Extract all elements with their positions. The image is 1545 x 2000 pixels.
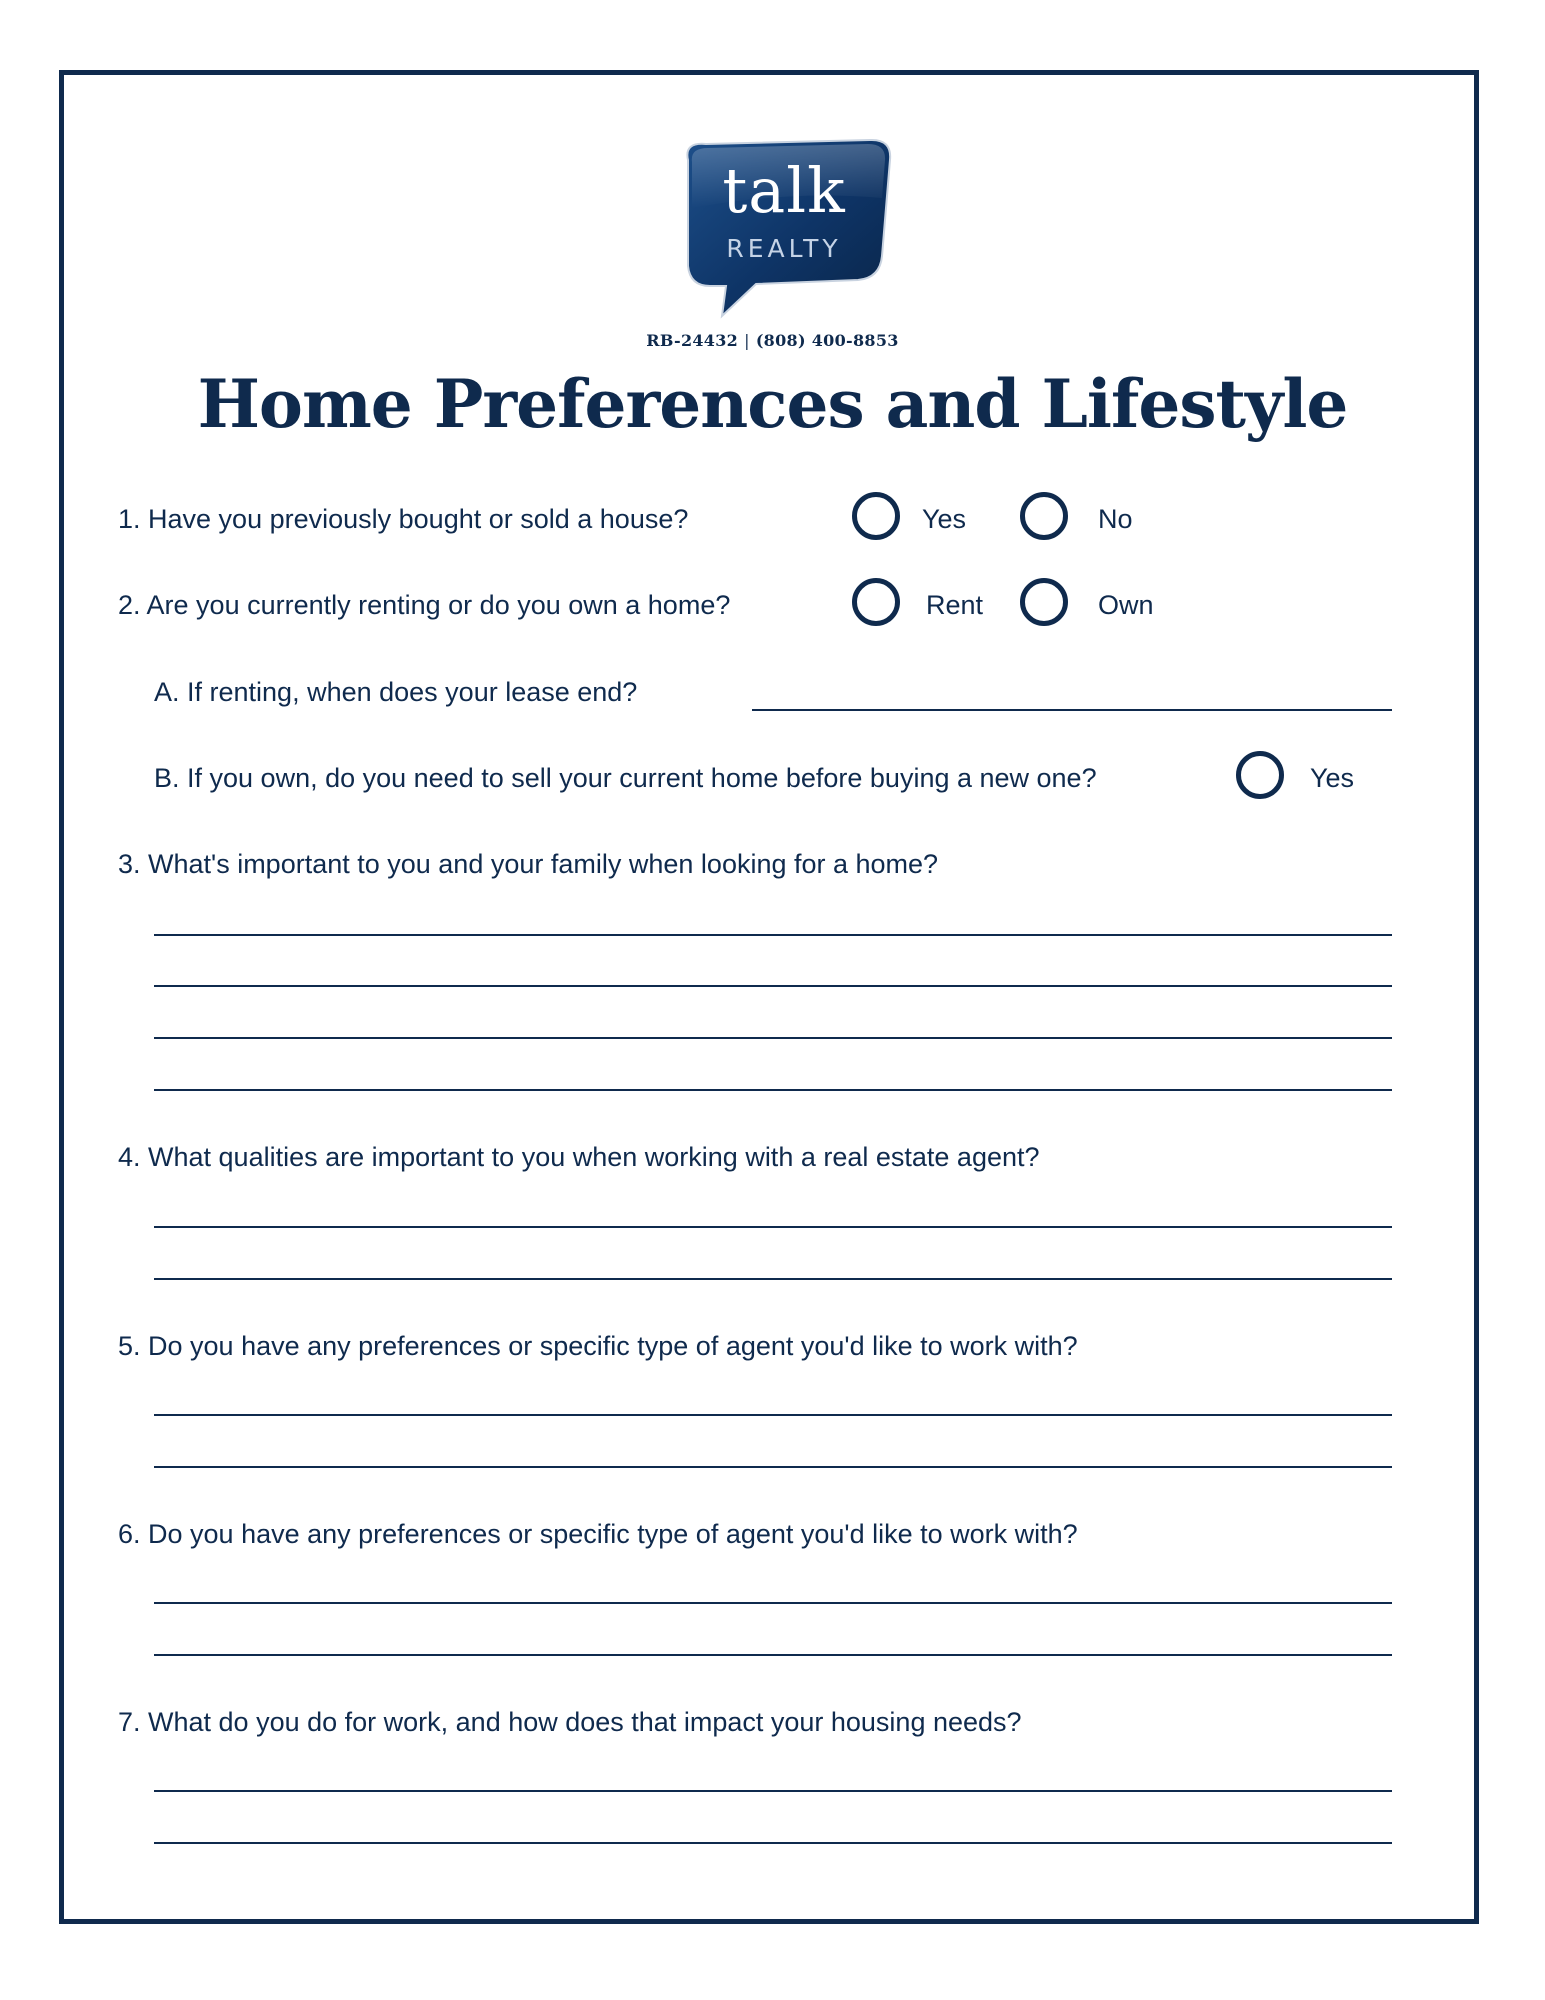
speech-bubble-icon: [670, 138, 898, 320]
q2b-yes-label: Yes: [1310, 763, 1355, 793]
q3-answer-line-4[interactable]: [154, 1089, 1392, 1091]
q2-own-radio[interactable]: [1020, 578, 1068, 626]
q1-yes-radio[interactable]: [852, 492, 900, 540]
q2-rent-label: Rent: [926, 590, 984, 620]
q7-answer-line-2[interactable]: [154, 1842, 1392, 1844]
question-2: 2. Are you currently renting or do you own a home?: [118, 590, 731, 620]
q7-answer-line-1[interactable]: [154, 1790, 1392, 1792]
question-7: 7. What do you do for work, and how does that impact your housing needs?: [118, 1707, 1022, 1737]
q5-answer-line-1[interactable]: [154, 1414, 1392, 1416]
question-5: 5. Do you have any preferences or specific type of agent you'd like to work with?: [118, 1331, 1078, 1361]
page-title: Home Preferences and Lifestyle: [197, 365, 1348, 443]
q6-answer-line-1[interactable]: [154, 1602, 1392, 1604]
question-1: 1. Have you previously bought or sold a house?: [118, 504, 689, 534]
q1-no-label: No: [1098, 504, 1133, 534]
phone-number[interactable]: (808) 400-8853: [755, 331, 899, 350]
q2a-answer-line[interactable]: [752, 709, 1392, 711]
question-2a: A. If renting, when does your lease end?: [154, 677, 638, 707]
question-3: 3. What's important to you and your family when looking for a home?: [118, 849, 939, 879]
q2-own-label: Own: [1098, 590, 1154, 620]
q1-no-radio[interactable]: [1020, 492, 1068, 540]
q4-answer-line-1[interactable]: [154, 1226, 1392, 1228]
logo-word: talk: [722, 154, 846, 227]
logo-sub: REALTY: [726, 234, 842, 263]
license-phone-line: [0, 331, 1545, 350]
question-2b: B. If you own, do you need to sell your current home before buying a new one?: [154, 763, 1097, 793]
question-4: 4. What qualities are important to you when working with a real estate agent?: [118, 1142, 1040, 1172]
q5-answer-line-2[interactable]: [154, 1466, 1392, 1468]
question-6: 6. Do you have any preferences or specific type of agent you'd like to work with?: [118, 1519, 1078, 1549]
q2-rent-radio[interactable]: [852, 578, 900, 626]
q2b-yes-radio[interactable]: [1236, 751, 1284, 799]
q3-answer-line-3[interactable]: [154, 1037, 1392, 1039]
talk-realty-logo: [670, 138, 898, 320]
q1-yes-label: Yes: [922, 504, 967, 534]
separator: |: [744, 331, 750, 350]
license-number: RB-24432: [646, 331, 739, 350]
q6-answer-line-2[interactable]: [154, 1654, 1392, 1656]
q4-answer-line-2[interactable]: [154, 1278, 1392, 1280]
q3-answer-line-1[interactable]: [154, 934, 1392, 936]
q3-answer-line-2[interactable]: [154, 985, 1392, 987]
